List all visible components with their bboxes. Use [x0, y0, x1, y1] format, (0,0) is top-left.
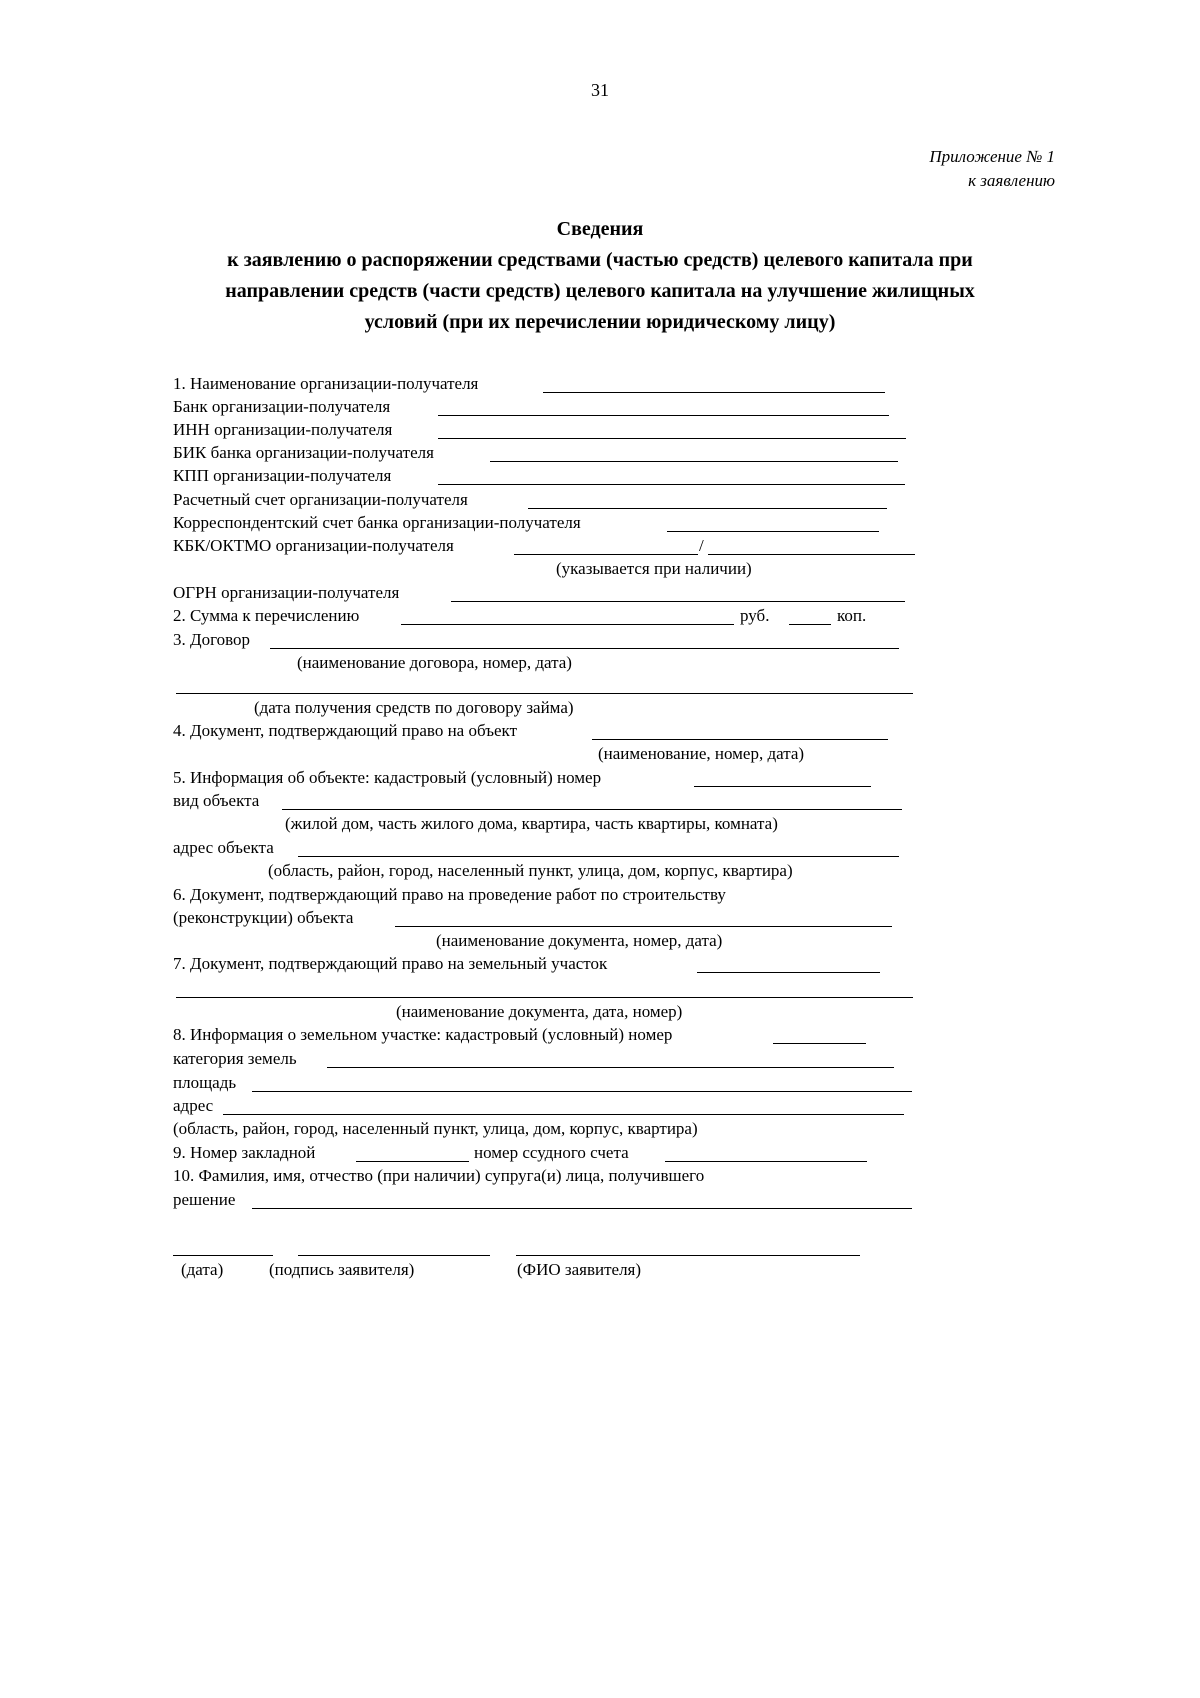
kop-label: коп.: [837, 606, 867, 625]
kpp-label: КПП организации-получателя: [173, 466, 392, 485]
bik-label: БИК банка организации-получателя: [173, 443, 434, 462]
kbk-slash: /: [699, 536, 704, 555]
land-area-label: площадь: [173, 1073, 237, 1092]
rub-label: руб.: [740, 606, 770, 625]
land-address-caption: (область, район, город, населенный пункт, улица, дом, корпус, квартира): [173, 1119, 698, 1138]
land-address-field[interactable]: [223, 1114, 904, 1115]
applicant-signature-field[interactable]: [298, 1255, 490, 1256]
inn-label: ИНН организации-получателя: [173, 420, 393, 439]
kbk-field[interactable]: [514, 554, 698, 555]
cadastral-number-field[interactable]: [694, 786, 871, 787]
kpp-field[interactable]: [438, 484, 905, 485]
applicant-fio-field[interactable]: [516, 1255, 860, 1256]
object-address-caption: (область, район, город, населенный пункт, улица, дом, корпус, квартира): [268, 861, 793, 880]
document-subtitle-line-1: к заявлению о распоряжении средствами (частью средств) целевого капитала при: [227, 249, 973, 271]
object-address-field[interactable]: [298, 856, 899, 857]
land-doc-field-2[interactable]: [176, 997, 913, 998]
ogrn-label: ОГРН организации-получателя: [173, 583, 400, 602]
land-info-label: 8. Информация о земельном участке: кадастровый (условный) номер: [173, 1025, 673, 1044]
object-address-label: адрес объекта: [173, 838, 274, 857]
build-doc-label-cont: (реконструкции) объекта: [173, 908, 354, 927]
land-doc-field[interactable]: [697, 972, 880, 973]
sum-field[interactable]: [401, 624, 734, 625]
land-doc-caption: (наименование документа, дата, номер): [396, 1002, 683, 1021]
build-doc-label: 6. Документ, подтверждающий право на проведение работ по строительству: [173, 885, 726, 904]
date-caption: (дата): [181, 1260, 224, 1279]
bank-label: Банк организации-получателя: [173, 397, 391, 416]
date-signature-field[interactable]: [173, 1255, 273, 1256]
land-doc-label: 7. Документ, подтверждающий право на земельный участок: [173, 954, 608, 973]
sum-label: 2. Сумма к перечислению: [173, 606, 360, 625]
appendix-label: Приложение № 1: [929, 147, 1055, 166]
corr-account-label: Корреспондентский счет банка организации-получателя: [173, 513, 581, 532]
spouse-field[interactable]: [252, 1208, 912, 1209]
fio-caption: (ФИО заявителя): [517, 1260, 642, 1279]
kop-field[interactable]: [789, 624, 831, 625]
contract-field[interactable]: [270, 648, 899, 649]
spouse-label-cont: решение: [173, 1190, 236, 1209]
loan-date-caption: (дата получения средств по договору займа): [254, 698, 574, 717]
bank-field[interactable]: [438, 415, 889, 416]
land-area-field[interactable]: [252, 1091, 912, 1092]
object-type-label: вид объекта: [173, 791, 260, 810]
signature-caption: (подпись заявителя): [269, 1260, 415, 1279]
kbk-label: КБК/ОКТМО организации-получателя: [173, 536, 454, 555]
bik-field[interactable]: [490, 461, 898, 462]
oktmo-field[interactable]: [708, 554, 915, 555]
mortgage-field[interactable]: [356, 1161, 469, 1162]
appendix-sublabel: к заявлению: [968, 171, 1055, 190]
kbk-caption: (указывается при наличии): [556, 559, 752, 578]
inn-field[interactable]: [438, 438, 906, 439]
object-info-label: 5. Информация об объекте: кадастровый (условный) номер: [173, 768, 602, 787]
contract-caption: (наименование договора, номер, дата): [297, 653, 572, 672]
land-category-label: категория земель: [173, 1049, 297, 1068]
land-category-field[interactable]: [327, 1067, 894, 1068]
account-field[interactable]: [528, 508, 887, 509]
object-type-field[interactable]: [282, 809, 902, 810]
build-doc-caption: (наименование документа, номер, дата): [436, 931, 723, 950]
doc-right-field[interactable]: [592, 739, 888, 740]
doc-right-caption: (наименование, номер, дата): [598, 744, 805, 763]
account-label: Расчетный счет организации-получателя: [173, 490, 468, 509]
land-cadastral-field[interactable]: [773, 1043, 866, 1044]
document-title: Сведения: [556, 218, 644, 240]
contract-label: 3. Договор: [173, 630, 251, 649]
loan-account-label: номер ссудного счета: [474, 1143, 629, 1162]
land-address-label: адрес: [173, 1096, 214, 1115]
object-type-caption: (жилой дом, часть жилого дома, квартира, часть квартиры, комната): [285, 814, 778, 833]
doc-right-label: 4. Документ, подтверждающий право на объект: [173, 721, 518, 740]
document-subtitle-line-3: условий (при их перечислении юридическому лицу): [364, 311, 836, 333]
ogrn-field[interactable]: [451, 601, 905, 602]
org-name-label: 1. Наименование организации-получателя: [173, 374, 479, 393]
document-subtitle-line-2: направлении средств (части средств) целевого капитала на улучшение жилищных: [225, 280, 975, 302]
corr-account-field[interactable]: [667, 531, 879, 532]
mortgage-label: 9. Номер закладной: [173, 1143, 316, 1162]
loan-account-field[interactable]: [665, 1161, 867, 1162]
page-number: 31: [591, 80, 609, 100]
loan-date-field[interactable]: [176, 693, 913, 694]
org-name-field[interactable]: [543, 392, 885, 393]
build-doc-field[interactable]: [395, 926, 892, 927]
spouse-label: 10. Фамилия, имя, отчество (при наличии) супруга(и) лица, получившего: [173, 1166, 705, 1185]
